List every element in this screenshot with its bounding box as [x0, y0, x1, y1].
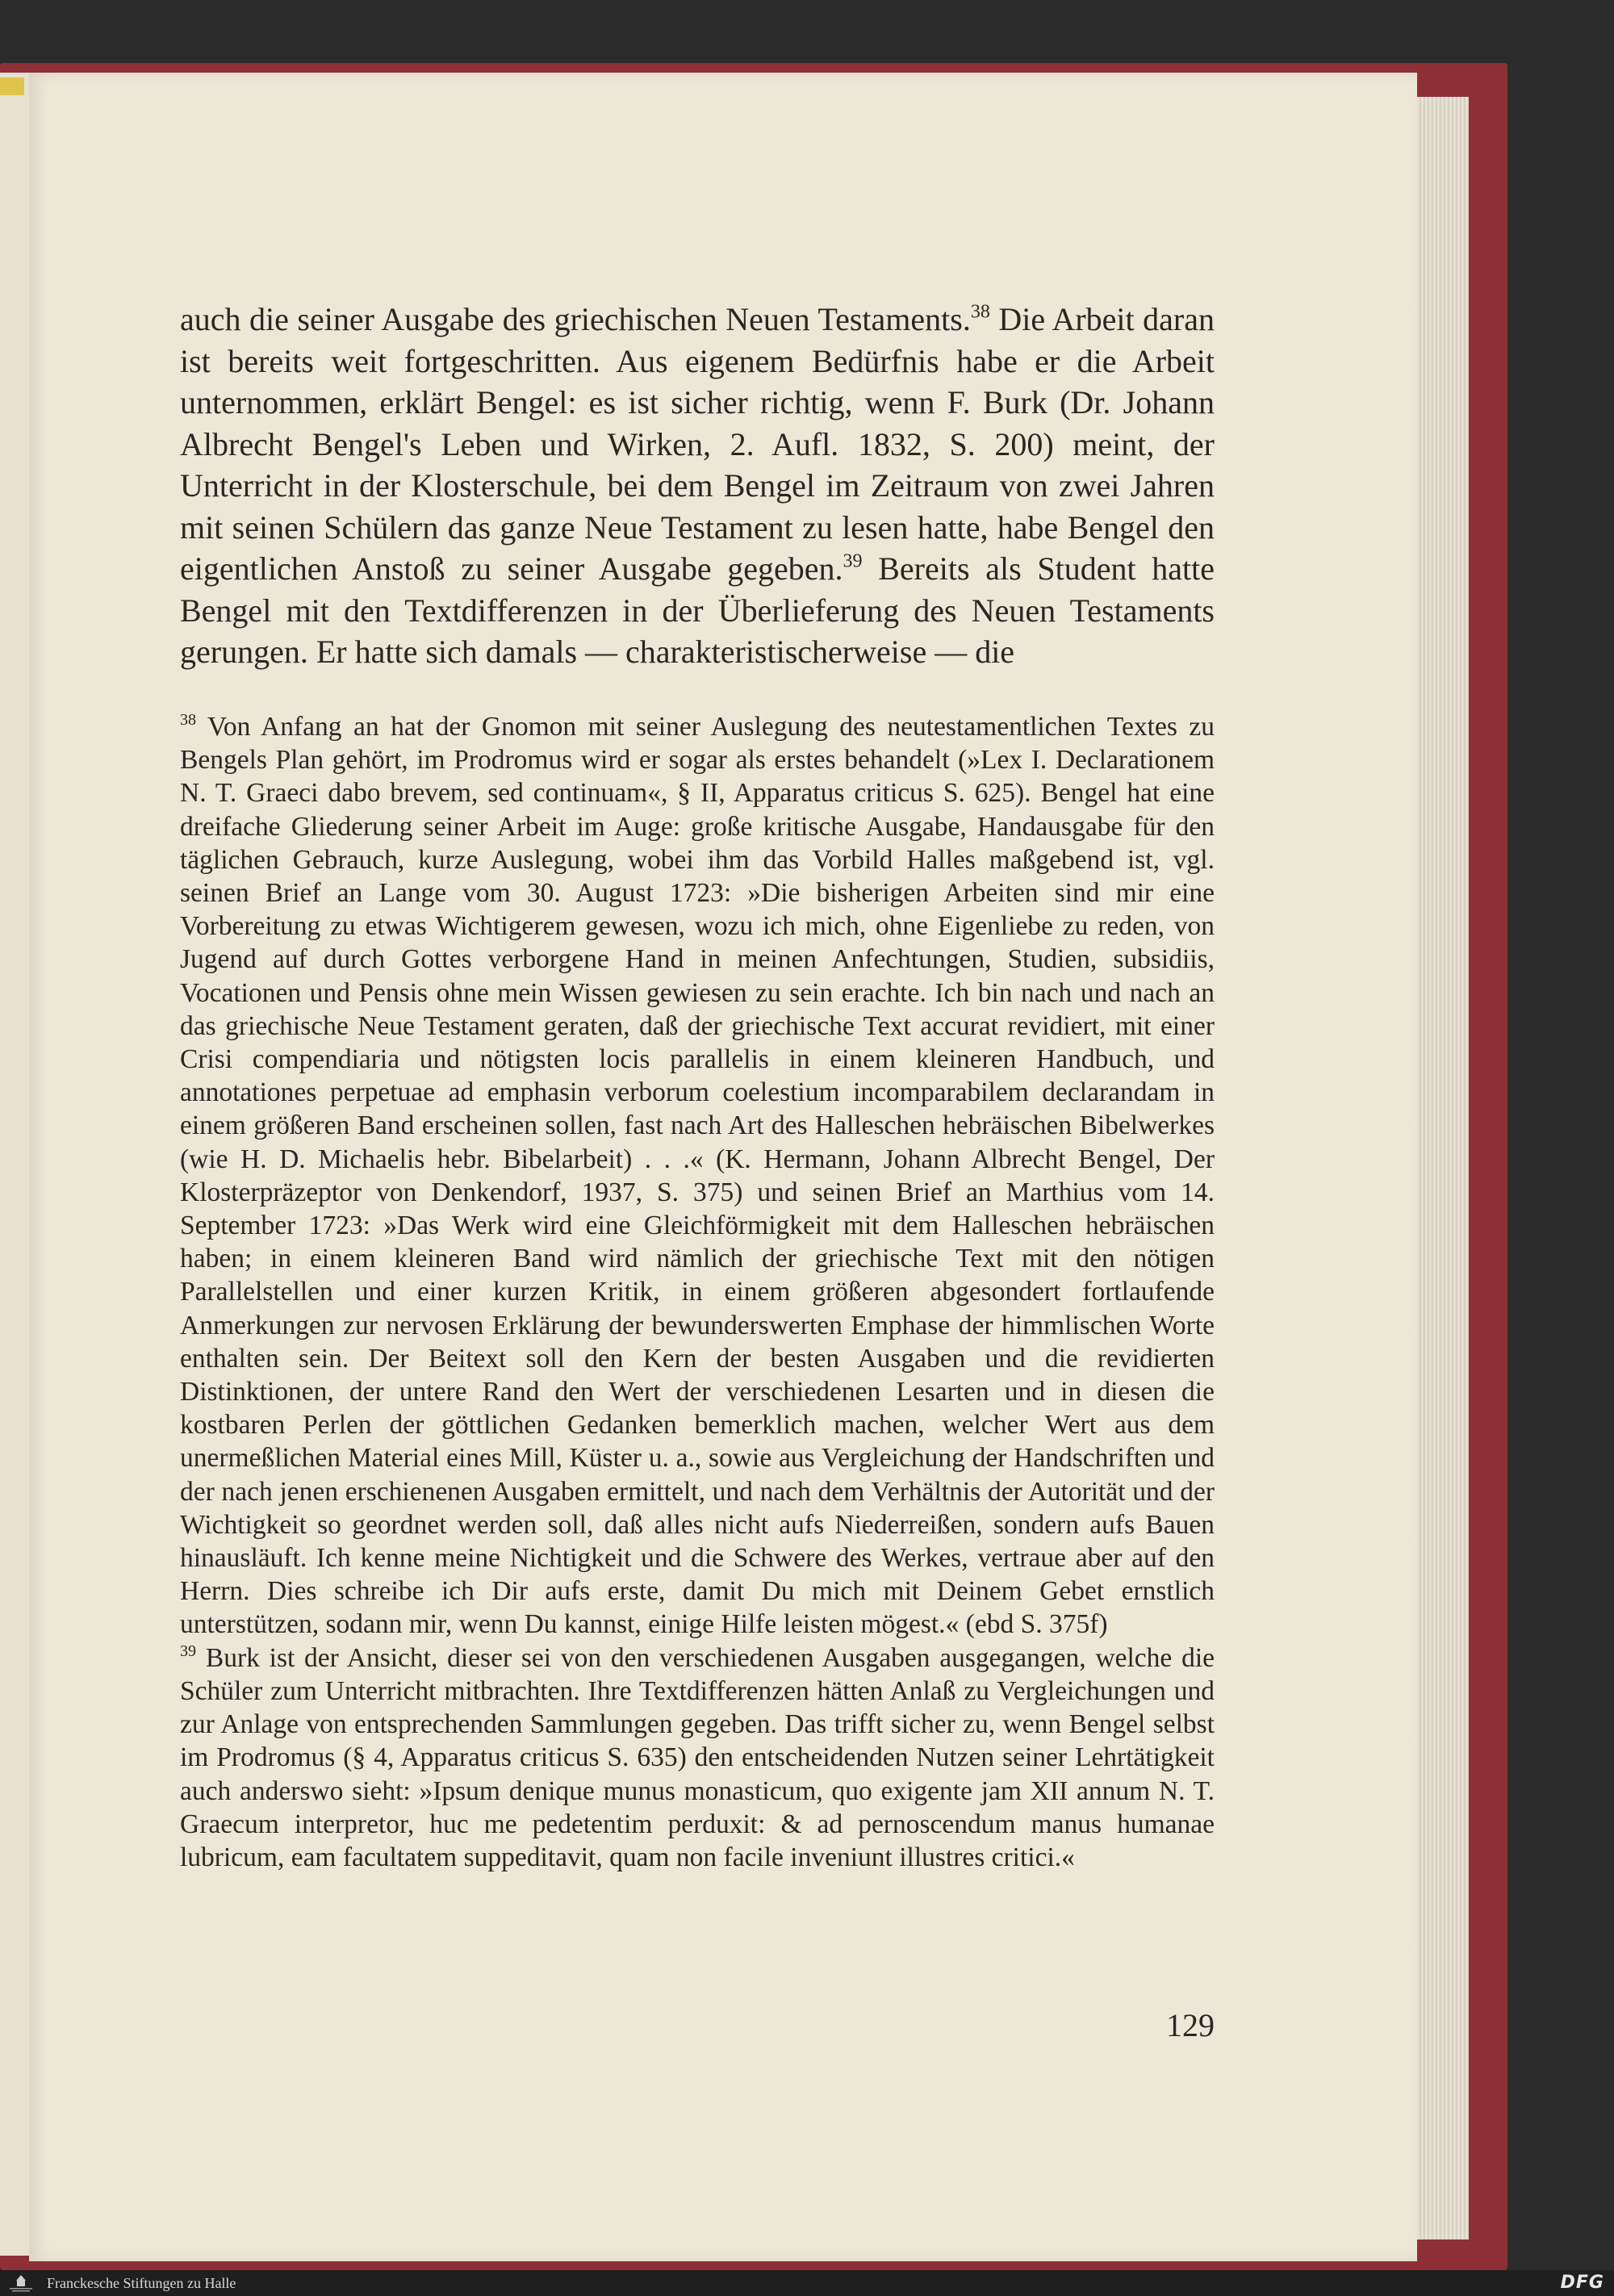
institution-logo-icon	[5, 2273, 37, 2294]
footnote-text: Burk ist der Ansicht, dieser sei von den verschiedenen Ausgaben ausgegangen, welche die Schüler zum Unterricht mitbrachten. Ihre Textdifferenzen hätten Anlaß zu Vergleichungen und zur Anlage von entsprechenden Sammlungen gegeben. Das trifft sicher zu, wenn Bengel selbst im Prodromus (§ 4, Apparatus criticus S. 635) den entscheidenden Nutzen seiner Lehrtätigkeit auch anderswo sieht: »Ipsum denique munus monasticum, quo exigente jam XII annum N. T. Graecum interpretor, huc me pedetentim perduxit: & ad pernoscendum manus humanae lubricum, eam facultatem suppeditavit, quam non facile inveniunt illustres critici.«	[180, 1642, 1215, 1872]
footnote-39	[180, 1641, 1215, 1874]
book-page	[29, 73, 1417, 2261]
footnote-number: 39	[180, 1641, 197, 1660]
footnote-number: 38	[180, 710, 197, 729]
main-text-part-3: Bereits als Student hatte Bengel mit den Textdifferenzen in der Überlieferung des Neuen Testaments gerungen. Er hatte sich damals — charakteristischerweise — die	[180, 550, 1215, 670]
footnotes	[180, 710, 1215, 1874]
main-text-part-1: auch die seiner Ausgabe des griechischen Neuen Testaments.	[180, 301, 971, 337]
page-number: 129	[1166, 2007, 1215, 2043]
footnote-ref-39: 39	[843, 550, 863, 572]
dfg-logo: DFG	[1560, 2273, 1604, 2293]
main-text-part-2: Die Arbeit daran ist bereits weit fortgeschritten. Aus eigenem Bedürfnis habe er die Arbeit unternommen, erklärt Bengel: es ist sicher richtig, wenn F. Burk (Dr. Johann Albrecht Bengel's Leben und Wirken, 2. Aufl. 1832, S. 200) meint, der Unterricht in der Klosterschule, bei dem Bengel im Zeitraum von zwei Jahren mit seinen Schülern das ganze Neue Testament zu lesen hatte, habe Bengel den eigentlichen Anstoß zu seiner Ausgabe gegeben.	[180, 301, 1215, 587]
footnote-ref-38: 38	[970, 301, 990, 323]
bookmark-ribbon	[0, 77, 24, 95]
institution-name: Franckesche Stiftungen zu Halle	[47, 2275, 236, 2291]
main-text	[180, 299, 1215, 673]
footnote-38	[180, 710, 1215, 1641]
footnote-text: Von Anfang an hat der Gnomon mit seiner Auslegung des neutestamentlichen Textes zu Bengels Plan gehört, im Prodromus wird er sogar als erstes behandelt (»Lex I. Declarationem N. T. Graeci dabo brevem, sed continuam«, § II, Apparatus criticus S. 625). Bengel hat eine dreifache Gliederung seiner Arbeit im Auge: große kritische Ausgabe, Handausgabe für den täglichen Gebrauch, kurze Auslegung, wobei ihm das Vorbild Halles maßgebend ist, vgl. seinen Brief an Lange vom 30. August 1723: »Die bisherigen Arbeiten sind mir eine Vorbereitung zu etwas Wichtigerem gewesen, wozu ich mich, ohne Eigenliebe zu reden, von Jugend auf durch Gottes verborgene Hand in meinen Anfechtungen, Studien, subsidiis, Vocationen und Pensis ohne mein Wissen gewiesen zu sein erachte. Ich bin nach und nach an das griechische Neue Testament geraten, daß der griechische Text accurat revidiert, mit einer Crisi compendiaria und nötigsten locis parallelis in einem kleineren Handbuch, und annotationes perpetuae ad emphasin verborum coelestium incomparabilem declarandam in einem größeren Band erscheinen sollen, fast nach Art des Halleschen hebräischen Bibelwerkes (wie H. D. Michaelis hebr. Bibelarbeit) . . .« (K. Hermann, Johann Albrecht Bengel, Der Klosterpräzeptor von Denkendorf, 1937, S. 375) und seinen Brief an Marthius vom 14. September 1723: »Das Werk wird eine Gleichförmigkeit mit dem Halleschen hebräischen haben; in einem kleineren Band wird nämlich der griechische Text mit den nötigen Parallelstellen und einer kurzen Kritik, in einem größeren abgesondert fortlaufende Anmerkungen zur nervosen Erklärung der bewunderswerten Emphase der himmlischen Worte enthalten sein. Der Beitext soll den Kern der besten Ausgaben und die revidierten Distinktionen, der untere Rand den Wert der verschiedenen Lesarten und in diesen die kostbaren Perlen der göttlichen Gedanken bemerklich machen, welcher Wert aus dem unermeßlichen Material eines Mill, Küster u. a., sowie aus Vergleichung der Handschriften und der nach jenen erschienenen Ausgaben ermittelt, und nach dem Verhältnis der Autorität und der Wichtigkeit so geordnet werden soll, daß alles nicht aufs Niederreißen, sondern aufs Bauen hinausläuft. Ich kenne meine Nichtigkeit und die Schwere des Werkes, vertraue aber auf den Herrn. Dies schreibe ich Dir aufs erste, damit Du mich mit Deinem Gebet ernstlich unterstützen, sodann mir, wenn Du kannst, einige Hilfe leisten mögest.« (ebd S. 375f)	[180, 712, 1215, 1640]
viewer-footer	[0, 2270, 1614, 2296]
left-page-strip	[0, 73, 29, 2256]
